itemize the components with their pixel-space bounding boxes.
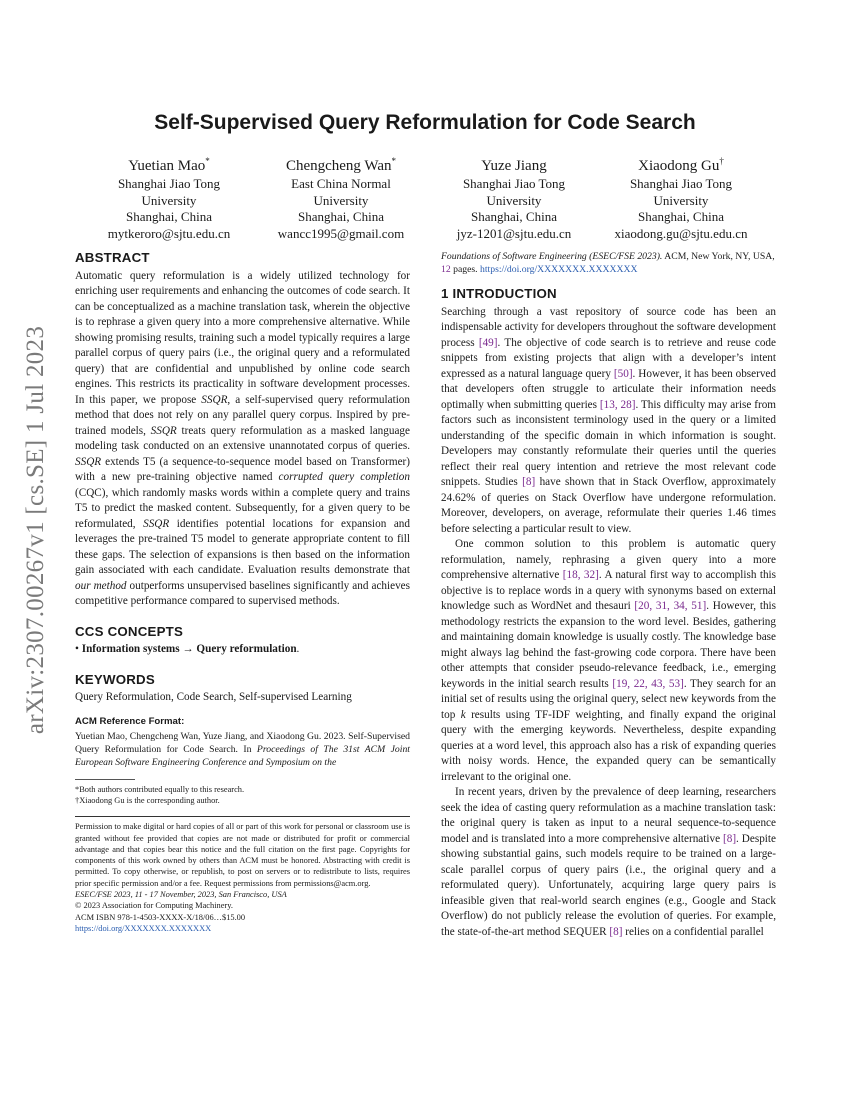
author-affiliation: University bbox=[653, 192, 709, 208]
author-affiliation: East China Normal bbox=[291, 176, 391, 191]
keywords-text: Query Reformulation, Code Search, Self-supervised Learning bbox=[75, 691, 352, 703]
author-affiliation: Shanghai Jiao Tong bbox=[629, 176, 733, 191]
author-location: Shanghai, China bbox=[638, 209, 724, 225]
author-location: Shanghai, China bbox=[126, 209, 212, 225]
copyright-notice: © 2023 Association for Computing Machinery. bbox=[75, 901, 233, 911]
footnote-corresponding: †Xiaodong Gu is the corresponding author. bbox=[75, 795, 220, 805]
author-affiliation: Shanghai Jiao Tong bbox=[462, 176, 566, 191]
intro-paragraph-1: Searching through a vast repository of source code has been an indispensable activity for developers throughout the software development process [49]. The objective of code search is to retrieve and reuse code snippets from existing projects that align with a developer’s intent expressed as a natural language query [50]. However, it has been observed that developers often struggle to articulate their information needs optimally when submitting queries [13, 28]. This difficulty may arise from factors such as inconsistent terminology used in the query or a limited understanding of the specific domain in which information is sought. Developers may constantly reformulate their queries until the queries reflect their real query intention and retrieve the most relevant code snippets. Studies [8] have shown that in Stack Overflow, approximately 24.62% of queries on Stack Overflow have undergone reformulation. Moreover, developers, on average, reformulate their queries 1.46 times before selecting a particular result to view. bbox=[441, 305, 776, 535]
citation[interactable]: [19, 22, 43, 53] bbox=[612, 677, 684, 690]
citation[interactable]: [49] bbox=[478, 336, 498, 349]
arxiv-sidebar bbox=[14, 310, 58, 750]
permission-notice: Permission to make digital or hard copies of all or part of this work for personal or classroom use is granted without fee provided that copies are not made or distributed for profit or commercial advantage and that copies bear this notice and the full citation on the first page. Copyrights for components of this work owned by others than ACM must be honored. Abstracting with credit is permitted. To copy otherwise, or republish, to post on servers or to redistribute to lists, requires prior specific permission and/or a fee. Request permissions from permissions@acm.org. bbox=[75, 822, 410, 888]
citation[interactable]: [8] bbox=[609, 925, 623, 938]
doi-link[interactable]: https://doi.org/XXXXXXX.XXXXXXX bbox=[75, 923, 212, 933]
ccs-heading: CCS CONCEPTS bbox=[75, 623, 184, 639]
footnote-rule bbox=[75, 779, 135, 780]
author-affiliation: University bbox=[313, 192, 369, 208]
author-2 bbox=[256, 152, 426, 242]
citation[interactable]: [50] bbox=[613, 367, 633, 380]
author-mark: † bbox=[719, 156, 724, 166]
author-affiliation: University bbox=[141, 192, 197, 208]
abstract-heading: ABSTRACT bbox=[75, 250, 150, 265]
acm-reference-text: Yuetian Mao, Chengcheng Wan, Yuze Jiang, and Xiaodong Gu. 2023. Self-Supervised Query Reformulation for Code Search. In Proceedings of The 31st ACM Joint European Software Engineering Conference and Symposium on the bbox=[75, 731, 410, 769]
isbn: ACM ISBN 978-1-4503-XXXX-X/18/06…$15.00 bbox=[75, 912, 246, 922]
ccs-concept: • Information systems → Query reformulation. bbox=[75, 643, 300, 655]
author-name: Chengcheng Wan bbox=[285, 158, 392, 174]
footnote-equal-contribution: *Both authors contributed equally to this research. bbox=[75, 784, 245, 794]
conference-info: ESEC/FSE 2023, 11 - 17 November, 2023, San Francisco, USA bbox=[75, 889, 287, 899]
author-4 bbox=[596, 152, 766, 242]
left-column bbox=[75, 250, 410, 934]
author-1 bbox=[84, 152, 254, 242]
author-name: Yuze Jiang bbox=[481, 158, 547, 174]
acm-reference-continued: Foundations of Software Engineering (ESEC/FSE 2023). ACM, New York, NY, USA, 12 pages. https://doi.org/XXXXXXX.XXXXXXX bbox=[441, 251, 775, 276]
arxiv-identifier: arXiv:2307.00267v1 [cs.SE] 1 Jul 2023 bbox=[22, 325, 49, 735]
paper-title: Self-Supervised Query Reformulation for Code Search bbox=[154, 111, 696, 134]
author-location: Shanghai, China bbox=[298, 209, 384, 225]
author-affiliation: Shanghai Jiao Tong bbox=[117, 176, 221, 191]
citation[interactable]: [13, 28] bbox=[599, 398, 636, 411]
introduction-heading: 1 INTRODUCTION bbox=[441, 286, 557, 302]
citation[interactable]: [18, 32] bbox=[562, 569, 599, 582]
permission-rule bbox=[75, 816, 410, 817]
keywords-heading: KEYWORDS bbox=[75, 671, 155, 687]
reference-doi-link[interactable]: https://doi.org/XXXXXXX.XXXXXXX bbox=[480, 264, 638, 276]
author-location: Shanghai, China bbox=[471, 209, 557, 225]
author-email: mytkeroro@sjtu.edu.cn bbox=[107, 225, 231, 241]
author-block bbox=[75, 152, 775, 242]
author-mark: * bbox=[391, 156, 397, 166]
author-3 bbox=[429, 152, 599, 242]
acm-reference-heading: ACM Reference Format: bbox=[75, 715, 185, 727]
author-email: jyz-1201@sjtu.edu.cn bbox=[456, 225, 572, 241]
right-column bbox=[441, 250, 776, 940]
citation[interactable]: [20, 31, 34, 51] bbox=[634, 600, 707, 613]
intro-paragraph-3: In recent years, driven by the prevalence of deep learning, researchers seek the idea of casting query reformulation as a machine translation task: the original query is taken as input to a neural sequence-to-sequence model and is translated into a more comprehensive alternative [8]. Despite showing substantial gains, such models require to be trained on a large-scale parallel corpus of query pairs (i.e., the original query and a reformulated query). Unfortunately, acquiring large query pairs is infeasible given that real-world search engines (e.g., Google and Stack Overflow) do not publicly release the evolution of queries. For example, the state-of-the-art method SEQUER [8] relies on a confidential parallel bbox=[441, 786, 776, 938]
author-affiliation: University bbox=[486, 192, 542, 208]
author-email: xiaodong.gu@sjtu.edu.cn bbox=[614, 225, 748, 241]
author-mark: * bbox=[205, 156, 210, 166]
intro-paragraph-2: One common solution to this problem is automatic query reformulation, namely, rephrasing a given query into a more comprehensive alternative [18, 32]. A natural first way to accomplish this objective is to replace words in a query with synonyms based on external knowledge such as WordNet and thesauri [20, 31, 34, 51]. However, this methodology restricts the expansion to the word level. Besides, gathering and maintaining domain knowledge is usually costly. The knowledge base might always lag behind the fast-growing code corpora. There have been other attempts that consider pseudo-relevance feedback, i.e., emerging keywords in the initial search results [19, 22, 43, 53]. They search for an initial set of results using the original query, select new keywords from the top k results using TF-IDF weighting, and finally expand the original query with the emerging keywords. Nevertheless, despite expanding queries at a word level, this approach also has a risk of expanding queries with noisy words. Hence, the expanded query can be semantically irrelevant to the original one. bbox=[441, 538, 776, 783]
citation[interactable]: [8] bbox=[723, 832, 737, 845]
citation[interactable]: [8] bbox=[522, 476, 536, 489]
author-email: wancc1995@gmail.com bbox=[277, 225, 405, 241]
author-name: Xiaodong Gu bbox=[638, 158, 720, 174]
abstract-text: Automatic query reformulation is a widely utilized technology for enriching user requirements and enhancing the outcomes of code search. It can be conceptualized as a machine translation task, wherein the objective is to rephrase a given query into a more comprehensive alternative. While showing promising results, training such a model typically requires a large parallel corpus of query pairs (i.e., the original query and a reformulated query) that are confidential and unpublished by online code search engines. This restricts its practicality in software development processes. In this paper, we propose SSQR, a self-supervised query reformulation method that does not rely on any parallel query corpus. Inspired by pre-trained models, SSQR treats query reformulation as a masked language modeling task conducted on an extensive unannotated corpus of queries. SSQR extends T5 (a sequence-to-sequence model based on Transformer) with a new pre-training objective named corrupted query completion (CQC), which randomly masks words within a complete query and trains T5 to predict the masked content. Subsequently, for a given query to be reformulated, SSQR identifies potential locations for expansion and leverages the pre-trained T5 model to generate appropriate content to fill these gaps. The selection of expansions is then based on the information gain associated with each candidate. Evaluation results demonstrate that our method outperforms unsupervised baselines significantly and achieves competitive performance compared to supervised methods. bbox=[75, 269, 410, 607]
author-name: Yuetian Mao bbox=[128, 158, 206, 174]
